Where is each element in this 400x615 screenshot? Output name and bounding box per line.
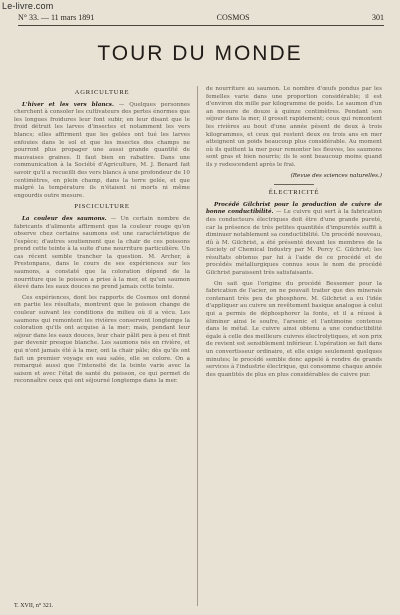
page-number: 301: [371, 12, 384, 22]
article-body: — Le cuivre qui sert à la fabrication des conducteurs électriques doit être d'une grande pureté, car la présence de très petites quantités d'impuretés suffit à diminuer notablement sa conductibilité. Un procédé nouveau, dû à M. Gilchrist, a été présenté devant les membres de la Society of Chemical Industry par M. Percy C. Gilchrist; les résultats obtenus par lui à l'aide de ce procédé et de procédés métallurgiques connus sous le nom de procédé Gilchrist paraissent très satisfaisants.: [206, 209, 382, 277]
journal-name: COSMOS: [216, 12, 250, 22]
article-paragraph: de nourriture au saumon. Le nombre d'œufs pondus par les femelles varie dans une proportion considérable; il est d'environ dix mille par kilogramme de poids. Le saumon d'un an mesure de douze à quinze centimètres. Pendant son séjour dans la mer, il grossit rapidement; ceux qui remontent les rivières au bout d'une année pèsent de deux à trois kilogrammes, et ceux qui restent deux ou trois ans en mer atteignent un poids beaucoup plus considérable. Au moment où ils quittent la mer pour remonter les fleuves, les saumons sont gras et bien nourris; ils le sont beaucoup moins quand ils y redescendent après le frai.: [206, 86, 382, 168]
column-divider: [197, 86, 198, 606]
issue-date: N° 33. — 11 mars 1891: [18, 12, 95, 22]
section-rule: [274, 184, 314, 185]
article-paragraph: On sait que l'origine du procédé Bessemer pour la fabrication de l'acier, on ne pouvait traiter que des minerais contenant très peu de phosphore. M. Gilchrist a eu l'idée d'appliquer au cuivre un revêtement basique analogue à celui qui a permis de déphosphorer la fonte, et il a réussi à éliminer ainsi le soufre, l'arsenic et l'antimoine contenus dans le métal. Le cuivre ainsi obtenu a une conductibilité égale à celle des meilleurs cuivres électrolytiques, et son prix de revient est sensiblement inférieur. L'opération se fait dans un convertisseur ordinaire, et elle exige seulement quelques minutes; le procédé semble donc appelé à rendre de grands services à l'industrie électrique, qui consomme chaque année des quantités de plus en plus considérables de cuivre pur.: [206, 280, 382, 378]
article-paragraph: [14, 216, 190, 292]
page-title: TOUR DU MONDE: [97, 42, 303, 65]
volume-footnote: T. XVII, n° 321.: [14, 603, 54, 609]
article-body: — Quelques personnes cherchent à consoler les cultivateurs des pertes énormes que les longues froidures leur font subir, en leur disant que le froid détruit les larves d'insectes et notamment les vers blancs; elles affirment que les gelées ont tué les larves enfouies dans le sol et que les insectes des champs ne pourront plus propager une aussi grande quantité de mauvaises graines. Il faut bien en rabattre. Dans une communication à la Société d'Agriculture, M. J. Benard fait savoir qu'il a recueilli des vers blancs à une profondeur de 10 centimètres, en plein champ, dans la terre gelée, et que malgré la température ils n'étaient ni morts ni même engourdis outre mesure.: [14, 101, 190, 199]
section-heading-pisciculture: PISCICULTURE: [74, 203, 130, 211]
article-lead: Procédé Gilchrist pour la production de cuivre de bonne conductibilité.: [206, 201, 382, 216]
section-heading-electricite: ÉLECTRICITÉ: [268, 189, 320, 197]
article-body: — Un certain nombre de fabricants d'aliments affirment que la couleur rouge qu'on observe chez certains saumons est une caractéristique de l'espèce; d'autres soutiennent que la chair de ces poissons prend cette teinte à la suite d'une nourriture particulière. Un cas récent semble trancher la question. M. Archer, à Prestonpans, dans le cours de ses expériences sur les saumons, a constaté que la coloration dépend de la nourriture que le poisson a prise à la mer, et qu'un saumon élevé dans les eaux douces ne prend jamais cette teinte.: [14, 215, 190, 291]
running-head: [18, 10, 384, 26]
left-column: [14, 86, 190, 606]
article-source: (Revue des sciences naturelles.): [290, 172, 382, 179]
article-lead: La couleur des saumons.: [22, 215, 107, 222]
section-heading-agriculture: AGRICULTURE: [74, 89, 130, 96]
article-paragraph: [206, 202, 382, 278]
article-paragraph: Ces expériences, dont les rapports de Cosmos ont donné en partie les résultats, montrent que le poisson change de couleur suivant les conditions du milieu où il a vécu. Les saumons qui remontent les rivières conservent longtemps la coloration qu'ils ont acquise à la mer; mais, pendant leur séjour dans les eaux douces, leur chair pâlit peu à peu et finit par devenir presque blanche. Les saumons nés en rivière, et qui n'ont jamais été à la mer, ont la chair pâle; dès qu'ils ont fait un premier voyage en eau salée, elle se colore. On a remarqué aussi que l'intensité de la teinte varie avec la saison et avec l'état de santé du poisson, ce qui permet de reconnaître ceux qui ont séjourné longtemps dans la mer.: [14, 294, 190, 385]
right-column: [206, 86, 382, 606]
watermark: Le-livre.com: [2, 1, 54, 11]
article-paragraph: [14, 102, 190, 201]
article-lead: L'hiver et les vers blancs.: [22, 101, 114, 108]
